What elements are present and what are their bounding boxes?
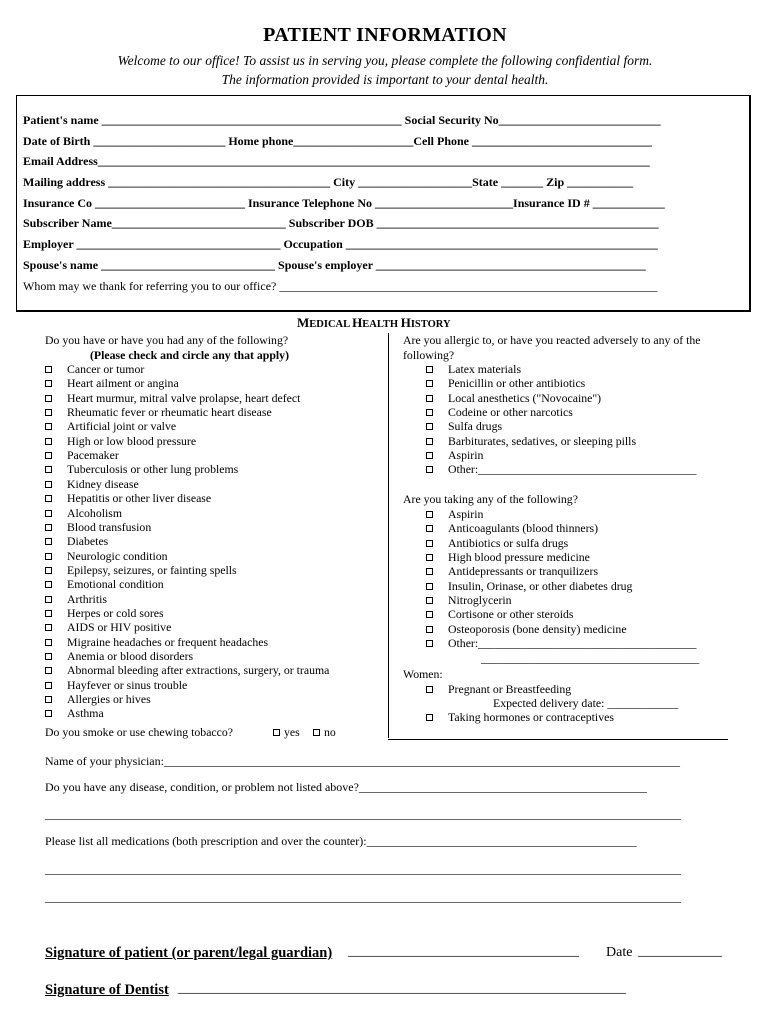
condition-label: Abnormal bleeding after extractions, surgery, or trauma — [67, 663, 330, 678]
page-title: PATIENT INFORMATION — [263, 24, 507, 46]
allergy-label: Codeine or other narcotics — [448, 405, 573, 420]
condition-label: Alcoholism — [67, 505, 123, 520]
condition-label: Anemia or blood disorders — [67, 649, 194, 663]
condition-item[interactable] — [45, 649, 193, 664]
condition-label: Cancer or tumor — [67, 362, 145, 376]
physician-field[interactable]: Name of your physician:______________________________________________________________________________________ — [45, 754, 680, 768]
condition-item[interactable] — [45, 448, 119, 463]
condition-label: Arthritis — [67, 591, 107, 606]
allergy-question-line2: following? — [403, 348, 455, 362]
condition-label: Allergies or hives — [67, 692, 151, 707]
checkbox-icon[interactable] — [45, 438, 52, 445]
checkbox-icon[interactable] — [426, 511, 433, 518]
patient-signature-label: Signature of patient (or parent/legal guardian) — [45, 945, 333, 961]
condition-item[interactable] — [45, 592, 107, 607]
allergy-question-line1: Are you allergic to, or have you reacted adversely to any of the — [403, 333, 701, 347]
intro-text-line2: The information provided is important to your dental health. — [221, 72, 549, 87]
allergy-label: Aspirin — [448, 448, 484, 463]
dob-phone-field[interactable]: Date of Birth ______________________ Home phone____________________Cell Phone ______________________________ — [23, 134, 652, 148]
medication-label: Cortisone or other steroids — [448, 607, 574, 622]
allergy-item[interactable] — [426, 448, 483, 463]
tobacco-question: Do you smoke or use chewing tobacco? — [45, 725, 234, 739]
condition-label: Asthma — [67, 706, 104, 721]
medication-item[interactable] — [426, 536, 568, 551]
condition-label: Emotional condition — [67, 577, 164, 592]
checkbox-icon[interactable] — [45, 610, 52, 617]
condition-label: Tuberculosis or other lung problems — [67, 462, 239, 477]
checkbox-icon[interactable] — [313, 729, 320, 736]
medication-label: Aspirin — [448, 507, 484, 521]
allergy-label: Other:_____________________________________ — [448, 462, 697, 477]
checkbox-icon[interactable] — [426, 395, 433, 402]
condition-label: High or low blood pressure — [67, 433, 197, 448]
medication-item[interactable] — [426, 593, 512, 608]
date-field[interactable]: ____________ — [638, 944, 722, 959]
condition-item[interactable] — [45, 692, 151, 707]
allergy-item[interactable] — [426, 376, 585, 391]
condition-label: Neurologic condition — [67, 548, 168, 563]
dentist-signature-line[interactable]: ________________________________________________________________ — [178, 981, 626, 996]
checkbox-icon[interactable] — [426, 583, 433, 590]
checkbox-icon[interactable] — [426, 366, 433, 373]
medication-label: Anticoagulants (blood thinners) — [448, 521, 599, 536]
checkbox-icon[interactable] — [45, 596, 52, 603]
condition-label: Hayfever or sinus trouble — [67, 677, 188, 692]
checkbox-icon[interactable] — [426, 714, 433, 721]
checkbox-icon[interactable] — [45, 581, 52, 588]
subscriber-field[interactable]: Subscriber Name_____________________________ Subscriber DOB _______________________________________________ — [23, 216, 659, 230]
checkbox-icon[interactable] — [45, 696, 52, 703]
insurance-field[interactable]: Insurance Co _________________________ Insurance Telephone No _______________________Insurance ID # ____________ — [23, 196, 665, 210]
condition-label: Rheumatic fever or rheumatic heart disease — [67, 405, 272, 420]
checkbox-icon[interactable] — [45, 423, 52, 430]
condition-item[interactable] — [45, 678, 187, 693]
checkbox-icon[interactable] — [426, 380, 433, 387]
checkbox-icon[interactable] — [45, 481, 52, 488]
medication-item[interactable] — [426, 507, 483, 522]
condition-item[interactable] — [45, 506, 122, 521]
checkbox-icon[interactable] — [426, 423, 433, 430]
checkbox-icon[interactable] — [45, 682, 52, 689]
checkbox-icon[interactable] — [45, 710, 52, 717]
condition-label: Diabetes — [67, 534, 109, 549]
medication-item[interactable] — [426, 622, 627, 637]
checkbox-icon[interactable] — [45, 380, 52, 387]
checkbox-icon[interactable] — [45, 495, 52, 502]
checkbox-icon[interactable] — [273, 729, 280, 736]
allergy-item[interactable] — [426, 405, 573, 420]
allergy-label: Sulfa drugs — [448, 419, 503, 434]
date-label: Date — [606, 945, 633, 960]
medication-label: Antibiotics or sulfa drugs — [448, 535, 569, 550]
condition-label: Heart murmur, mitral valve prolapse, heart defect — [67, 390, 301, 405]
dentist-signature-label: Signature of Dentist — [45, 982, 169, 998]
allergy-label: Latex materials — [448, 362, 522, 376]
condition-item[interactable] — [45, 577, 164, 592]
condition-item[interactable] — [45, 534, 108, 549]
condition-item[interactable] — [45, 706, 104, 721]
other-extra-line[interactable]: _____________________________________ — [481, 651, 700, 665]
medications-extra-line2[interactable]: __________________________________________________________________________________________________________ — [45, 890, 681, 904]
condition-item[interactable] — [45, 362, 144, 377]
women-label: Women: — [403, 667, 443, 681]
hormones-option[interactable]: Taking hormones or contraceptives — [426, 710, 614, 725]
checkbox-icon[interactable] — [426, 611, 433, 618]
allergy-item[interactable] — [426, 434, 636, 449]
checkbox-icon[interactable] — [45, 553, 52, 560]
checkbox-icon[interactable] — [45, 639, 52, 646]
checkbox-icon[interactable] — [426, 686, 433, 693]
medications-extra-line1[interactable]: __________________________________________________________________________________________________________ — [45, 862, 681, 876]
medication-item[interactable] — [426, 564, 598, 579]
patient-signature-line[interactable]: _________________________________ — [348, 944, 579, 959]
pregnant-option[interactable]: Pregnant or Breastfeeding — [426, 682, 571, 697]
medication-label: High blood pressure medicine — [448, 550, 590, 565]
condition-label: Kidney disease — [67, 476, 139, 491]
checkbox-icon[interactable] — [426, 640, 433, 647]
condition-label: Herpes or cold sores — [67, 605, 164, 620]
checkbox-icon[interactable] — [45, 624, 52, 631]
condition-item[interactable] — [45, 477, 139, 492]
condition-item[interactable] — [45, 419, 176, 434]
spouse-field[interactable]: Spouse's name _____________________________ Spouse's employer _____________________________________________ — [23, 258, 646, 272]
patient-name-field[interactable]: Patient's name __________________________________________________ Social Security No___________________________ — [23, 113, 661, 127]
checkbox-icon[interactable] — [45, 653, 52, 660]
intro-text-line1: Welcome to our office! To assist us in serving you, please complete the following confidential form. — [117, 53, 653, 68]
other-disease-extra-line[interactable]: __________________________________________________________________________________________________________ — [45, 807, 681, 821]
checkbox-icon[interactable] — [426, 452, 433, 459]
referral-field[interactable]: Whom may we thank for referring you to our office? _______________________________________________________________ — [23, 279, 658, 293]
expected-delivery-field[interactable]: Expected delivery date: ____________ — [493, 696, 679, 710]
checkbox-icon[interactable] — [45, 538, 52, 545]
medication-label: Other:_____________________________________ — [448, 636, 697, 651]
medication-label: Antidepressants or tranquilizers — [448, 564, 599, 579]
checkbox-icon[interactable] — [45, 510, 52, 517]
column-divider — [388, 333, 389, 738]
medical-history-title: MEDICAL HEALTH HISTORY — [297, 315, 451, 330]
checkbox-icon[interactable] — [426, 597, 433, 604]
condition-label: Blood transfusion — [67, 519, 152, 534]
conditions-question: Do you have or have you had any of the following? — [45, 333, 289, 347]
medication-item[interactable] — [426, 636, 696, 651]
condition-label: Artificial joint or valve — [67, 419, 177, 434]
checkbox-icon[interactable] — [426, 554, 433, 561]
checkbox-icon[interactable] — [426, 438, 433, 445]
checkbox-icon[interactable] — [426, 626, 433, 633]
condition-item[interactable] — [45, 405, 272, 420]
medication-label: Insulin, Orinase, or other diabetes drug — [448, 578, 633, 593]
allergy-label: Barbiturates, sedatives, or sleeping pills — [448, 433, 637, 448]
checkbox-icon[interactable] — [426, 568, 433, 575]
condition-label: Migraine headaches or frequent headaches — [67, 634, 269, 649]
condition-item[interactable] — [45, 635, 268, 650]
condition-item[interactable] — [45, 620, 171, 635]
medication-item[interactable] — [426, 550, 590, 565]
taking-question: Are you taking any of the following? — [403, 492, 578, 506]
tobacco-no-option[interactable]: no — [313, 725, 336, 740]
conditions-instruction: (Please check and circle any that apply) — [90, 348, 290, 362]
checkbox-icon[interactable] — [426, 466, 433, 473]
checkbox-icon[interactable] — [426, 540, 433, 547]
allergy-item[interactable] — [426, 419, 502, 434]
tobacco-yes-option[interactable]: yes — [273, 725, 300, 740]
checkbox-icon[interactable] — [45, 567, 52, 574]
condition-label: AIDS or HIV positive — [67, 620, 172, 635]
mailing-address-field[interactable]: Mailing address _____________________________________ City ___________________State _______ Zip ___________ — [23, 175, 634, 189]
condition-item[interactable] — [45, 376, 179, 391]
medication-label: Nitroglycerin — [448, 593, 512, 608]
allergy-item[interactable] — [426, 462, 696, 477]
allergy-item[interactable] — [426, 362, 521, 377]
checkbox-icon[interactable] — [45, 409, 52, 416]
checkbox-icon[interactable] — [45, 524, 52, 531]
medication-item[interactable] — [426, 579, 632, 594]
allergy-label: Local anesthetics ("Novocaine") — [448, 390, 602, 405]
condition-item[interactable] — [45, 462, 238, 477]
checkbox-icon[interactable] — [45, 452, 52, 459]
condition-label: Epilepsy, seizures, or fainting spells — [67, 562, 237, 577]
condition-label: Pacemaker — [67, 448, 119, 463]
condition-item[interactable] — [45, 520, 151, 535]
other-disease-field[interactable]: Do you have any disease, condition, or problem not listed above?________________________________________________ — [45, 780, 647, 794]
checkbox-icon[interactable] — [45, 466, 52, 473]
medication-item[interactable] — [426, 521, 598, 536]
medications-field[interactable]: Please list all medications (both prescription and over the counter):_____________________________________________ — [45, 834, 637, 848]
condition-item[interactable] — [45, 434, 196, 449]
email-field[interactable]: Email Address____________________________________________________________________________________________ — [23, 154, 650, 168]
checkbox-icon[interactable] — [426, 525, 433, 532]
condition-item[interactable] — [45, 491, 211, 506]
checkbox-icon[interactable] — [45, 366, 52, 373]
condition-item[interactable] — [45, 663, 329, 678]
medication-label: Osteoporosis (bone density) medicine — [448, 621, 627, 636]
section-rule — [388, 739, 728, 740]
condition-item[interactable] — [45, 606, 164, 621]
checkbox-icon[interactable] — [45, 667, 52, 674]
employer-field[interactable]: Employer __________________________________ Occupation ____________________________________________________ — [23, 237, 658, 251]
condition-label: Hepatitis or other liver disease — [67, 491, 212, 506]
condition-label: Heart ailment or angina — [67, 376, 179, 391]
allergy-label: Penicillin or other antibiotics — [448, 376, 586, 391]
condition-item[interactable] — [45, 391, 300, 406]
condition-item[interactable] — [45, 563, 237, 578]
condition-item[interactable] — [45, 549, 168, 564]
checkbox-icon[interactable] — [45, 395, 52, 402]
medication-item[interactable] — [426, 607, 574, 622]
checkbox-icon[interactable] — [426, 409, 433, 416]
allergy-item[interactable] — [426, 391, 601, 406]
